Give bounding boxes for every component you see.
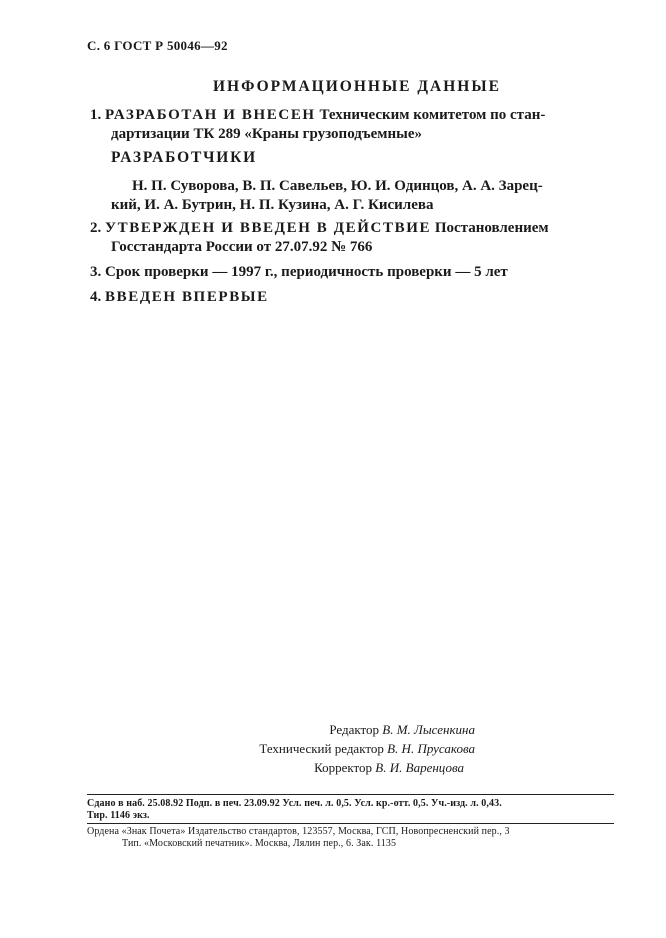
tech-editor-name: В. Н. Прусакова	[387, 741, 475, 756]
item-3	[90, 263, 508, 282]
imprint-top-rule	[87, 794, 614, 795]
item-1-lead: РАЗРАБОТАН И ВНЕСЕН	[105, 107, 316, 123]
item-3-number: 3.	[90, 264, 102, 280]
tech-editor-line	[259, 741, 475, 757]
page-header: С. 6 ГОСТ Р 50046—92	[87, 38, 228, 53]
item-1-number: 1.	[90, 107, 102, 123]
item-3-text: Срок проверки — 1997 г., периодичность проверки — 5 лет	[105, 264, 508, 280]
developers-heading: РАЗРАБОТЧИКИ	[111, 149, 258, 166]
item-1-text-a: Техническим комитетом по стан-	[319, 107, 546, 123]
imprint-line-1: Сдано в наб. 25.08.92 Подп. в печ. 23.09.92 Усл. печ. л. 0,5. Усл. кр.-отт. 0,5. Уч.-изд. л. 0,43.	[87, 798, 502, 809]
item-1-line-2: дартизации ТК 289 «Краны грузоподъемные»	[111, 126, 422, 142]
imprint-line-3: Ордена «Знак Почета» Издательство стандартов, 123557, Москва, ГСП, Новопресненский пер., 3	[87, 826, 510, 837]
item-2-line-2: Госстандарта России от 27.07.92 № 766	[111, 239, 373, 255]
editor-line	[329, 722, 475, 738]
section-title: ИНФОРМАЦИОННЫЕ ДАННЫЕ	[213, 78, 501, 95]
imprint-line-4: Тип. «Московский печатник». Москва, Лялин пер., 6. Зак. 1135	[122, 838, 397, 849]
item-2-text-a: Постановлением	[434, 220, 549, 236]
credits-block	[200, 722, 475, 782]
editor-label: Редактор	[329, 722, 380, 737]
imprint-middle-rule	[87, 823, 614, 824]
imprint-line-2: Тир. 1146 экз.	[87, 810, 150, 821]
item-2-lead: УТВЕРЖДЕН И ВВЕДЕН В ДЕЙСТВИЕ	[105, 220, 432, 236]
item-4-text: ВВЕДЕН ВПЕРВЫЕ	[105, 289, 269, 305]
proofreader-label: Корректор	[314, 760, 373, 775]
item-1-line-1	[90, 106, 545, 125]
item-2-number: 2.	[90, 220, 102, 236]
item-2-line-1	[90, 219, 549, 238]
item-4-number: 4.	[90, 289, 102, 305]
proofreader-line	[314, 760, 464, 776]
item-4	[90, 288, 269, 307]
developers-line-2: кий, И. А. Бутрин, Н. П. Кузина, А. Г. Кисилева	[111, 197, 434, 213]
tech-editor-label: Технический редактор	[259, 741, 384, 756]
proofreader-name: В. И. Варенцова	[375, 760, 464, 775]
developers-line-1: Н. П. Суворова, В. П. Савельев, Ю. И. Одинцов, А. А. Зарец-	[132, 178, 543, 194]
editor-name: В. М. Лысенкина	[382, 722, 475, 737]
